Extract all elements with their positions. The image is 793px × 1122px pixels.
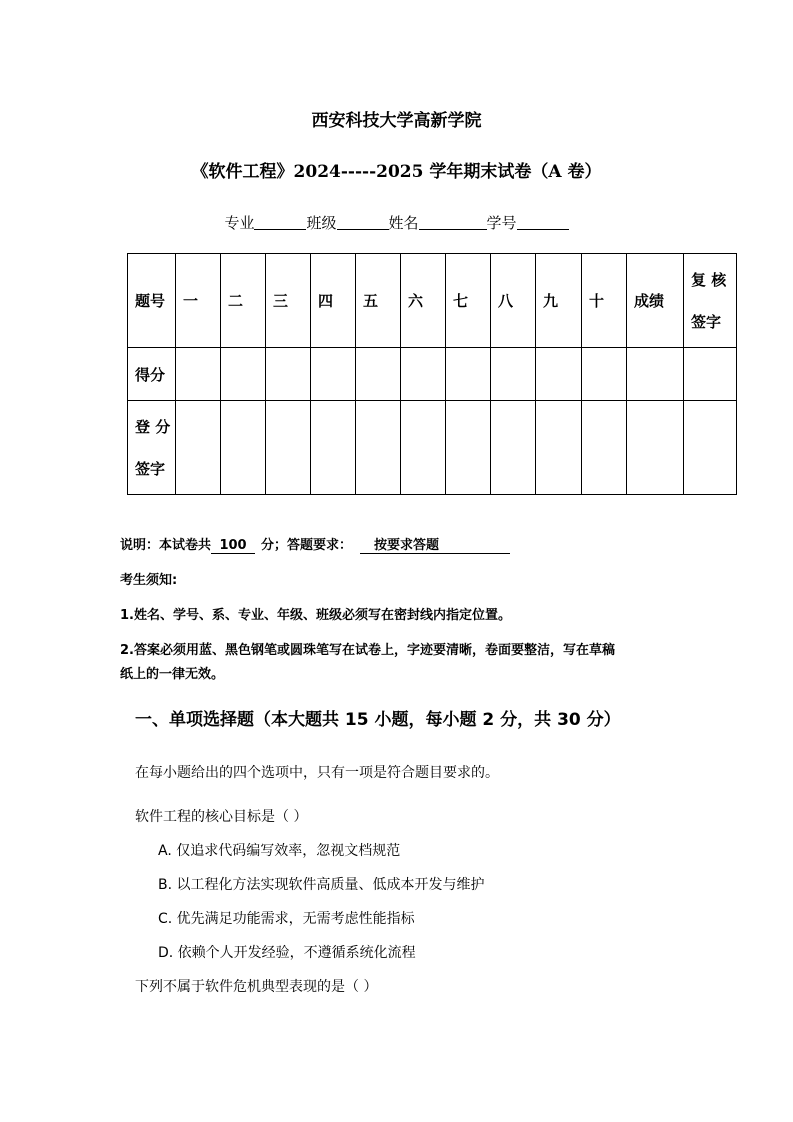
rule-1: 1.姓名、学号、系、专业、年级、班级必须写在密封线内指定位置。 — [120, 608, 511, 623]
desc-prefix: 说明：本试卷共 — [120, 538, 212, 553]
q1-option-b: B. 以工程化方法实现软件高质量、低成本开发与维护 — [158, 877, 485, 893]
signature-cell[interactable] — [221, 401, 266, 495]
signature-cell[interactable] — [684, 401, 737, 495]
signature-label-line2: 签字 — [135, 459, 166, 478]
score-cell[interactable] — [311, 348, 356, 401]
score-cell[interactable] — [536, 348, 582, 401]
question-2: 下列不属于软件危机典型表现的是（ ） — [135, 979, 378, 995]
signature-cell[interactable] — [582, 401, 627, 495]
total-score: 100 — [211, 538, 255, 554]
q1-option-a: A. 仅追求代码编写效率，忽视文档规范 — [158, 843, 401, 859]
major-blank — [254, 214, 306, 230]
score-row-label: 得分 — [128, 348, 176, 401]
header-cell: 二 — [221, 254, 266, 348]
student-id-label: 学号 — [486, 214, 517, 232]
review-signature-header — [684, 254, 737, 348]
score-table — [127, 253, 737, 495]
score-cell[interactable] — [446, 348, 491, 401]
header-cell: 八 — [491, 254, 536, 348]
table-row-scores — [128, 348, 737, 401]
class-label: 班级 — [306, 214, 337, 232]
q1-option-c: C. 优先满足功能需求，无需考虑性能指标 — [158, 911, 415, 927]
q1-option-d: D. 依赖个人开发经验，不遵循系统化流程 — [158, 945, 416, 961]
signature-row-label — [128, 401, 176, 495]
score-cell[interactable] — [582, 348, 627, 401]
student-info-line — [0, 212, 793, 233]
answer-requirement: 按要求答题 — [360, 534, 510, 554]
exam-description — [120, 534, 510, 554]
score-cell[interactable] — [401, 348, 446, 401]
student-id-blank — [517, 214, 569, 230]
notice-title: 考生须知: — [120, 573, 178, 588]
header-cell: 三 — [266, 254, 311, 348]
score-cell[interactable] — [221, 348, 266, 401]
exam-title: 《软件工程》2024-----2025 学年期末试卷（A 卷） — [191, 162, 602, 182]
score-cell[interactable] — [356, 348, 401, 401]
class-blank — [337, 214, 389, 230]
header-cell: 题号 — [128, 254, 176, 348]
name-label: 姓名 — [388, 214, 419, 232]
signature-cell[interactable] — [176, 401, 221, 495]
section-instruction: 在每小题给出的四个选项中，只有一项是符合题目要求的。 — [135, 765, 499, 781]
signature-cell[interactable] — [401, 401, 446, 495]
major-label: 专业 — [224, 214, 255, 232]
name-blank — [419, 214, 487, 230]
question-1: 软件工程的核心目标是（ ） — [135, 809, 308, 825]
signature-cell[interactable] — [491, 401, 536, 495]
section-heading: 一、单项选择题（本大题共 15 小题，每小题 2 分，共 30 分） — [135, 710, 621, 730]
score-cell[interactable] — [627, 348, 684, 401]
header-cell: 六 — [401, 254, 446, 348]
header-cell: 一 — [176, 254, 221, 348]
signature-cell[interactable] — [311, 401, 356, 495]
signature-cell[interactable] — [627, 401, 684, 495]
score-cell[interactable] — [491, 348, 536, 401]
rule-2-line1: 2.答案必须用蓝、黑色钢笔或圆珠笔写在试卷上，字迹要清晰，卷面要整洁，写在草稿 — [120, 643, 615, 658]
review-line2: 签字 — [691, 312, 722, 331]
school-name: 西安科技大学高新学院 — [311, 111, 482, 131]
signature-cell[interactable] — [536, 401, 582, 495]
signature-cell[interactable] — [266, 401, 311, 495]
score-cell[interactable] — [684, 348, 737, 401]
signature-cell[interactable] — [446, 401, 491, 495]
score-cell[interactable] — [266, 348, 311, 401]
header-cell: 五 — [356, 254, 401, 348]
signature-cell[interactable] — [356, 401, 401, 495]
review-line1: 复 核 — [691, 270, 727, 289]
header-cell: 九 — [536, 254, 582, 348]
table-row-signatures — [128, 401, 737, 495]
rule-2-line2: 纸上的一律无效。 — [120, 667, 225, 682]
desc-mid: 分；答题要求： — [261, 538, 353, 553]
signature-label-line1: 登 分 — [135, 417, 171, 436]
header-cell: 成绩 — [627, 254, 684, 348]
table-row-question-numbers — [128, 254, 737, 348]
header-cell: 七 — [446, 254, 491, 348]
header-cell: 十 — [582, 254, 627, 348]
score-cell[interactable] — [176, 348, 221, 401]
header-cell: 四 — [311, 254, 356, 348]
